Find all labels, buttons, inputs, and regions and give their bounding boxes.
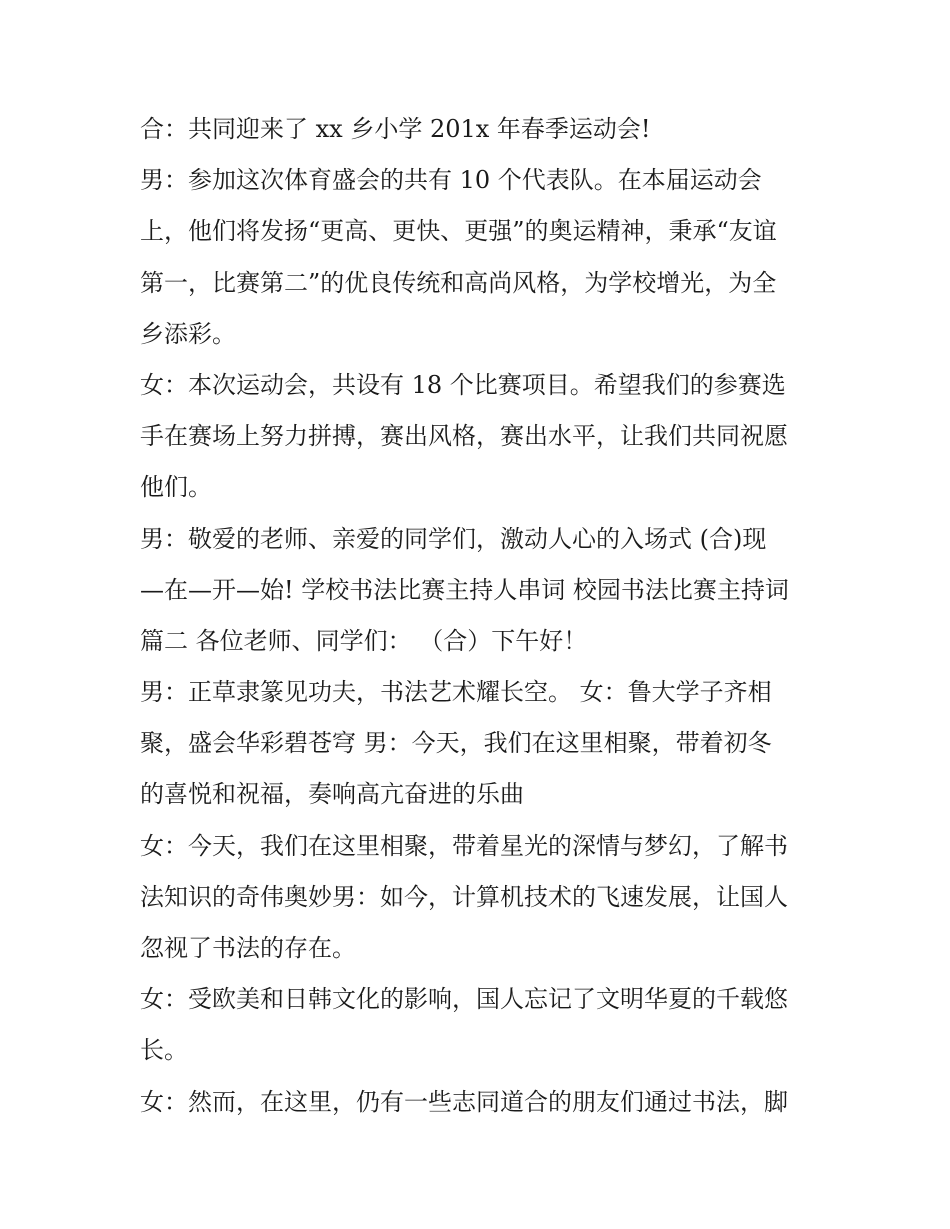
text-line: 长。 — [140, 1036, 188, 1065]
document-body — [140, 104, 820, 1128]
text-line: 上，他们将发扬“更高、更快、更强”的奥运精神，秉承“友谊 — [140, 217, 777, 246]
text-line: 忽视了书法的存在。 — [140, 934, 356, 962]
text-line: 第一，比赛第二”的优良传统和高尚风格，为学校增光，为全 — [140, 268, 777, 297]
text-line: 聚，盛会华彩碧苍穹 男：今天，我们在这里相聚，带着初冬 — [140, 729, 772, 758]
text-line: —在—开—始! 学校书法比赛主持人串词 校园书法比赛主持词 — [140, 575, 789, 604]
text-line: 女：受欧美和日韩文化的影响，国人忘记了文明华夏的千载悠 — [140, 985, 788, 1014]
text-line: 篇二 各位老师、同学们： （合）下午好！ — [140, 626, 588, 655]
text-line: 女：今天，我们在这里相聚，带着星光的深情与梦幻，了解书 — [140, 831, 788, 860]
text-line: 法知识的奇伟奥妙男：如今，计算机技术的飞速发展，让国人 — [140, 882, 788, 911]
text-line: 男：正草隶篆见功夫，书法艺术耀长空。 女：鲁大学子齐相 — [140, 678, 772, 707]
text-line: 男：参加这次体育盛会的共有 10 个代表队。在本届运动会 — [140, 166, 762, 195]
text-line: 合：共同迎来了 xx 乡小学 201x 年春季运动会! — [140, 115, 651, 143]
text-line: 乡添彩。 — [140, 319, 236, 348]
text-line: 的喜悦和祝福，奏响高亢奋进的乐曲 — [140, 780, 524, 809]
text-line: 男：敬爱的老师、亲爱的同学们，激动人心的入场式 (合)现 — [140, 524, 767, 553]
text-line: 女：然而，在这里，仍有一些志同道合的朋友们通过书法，脚 — [140, 1087, 788, 1116]
text-line: 女：本次运动会，共设有 18 个比赛项目。希望我们的参赛选 — [140, 370, 786, 399]
text-line: 他们。 — [140, 473, 212, 502]
text-line: 手在赛场上努力拼搏，赛出风格，赛出水平，让我们共同祝愿 — [140, 422, 788, 451]
